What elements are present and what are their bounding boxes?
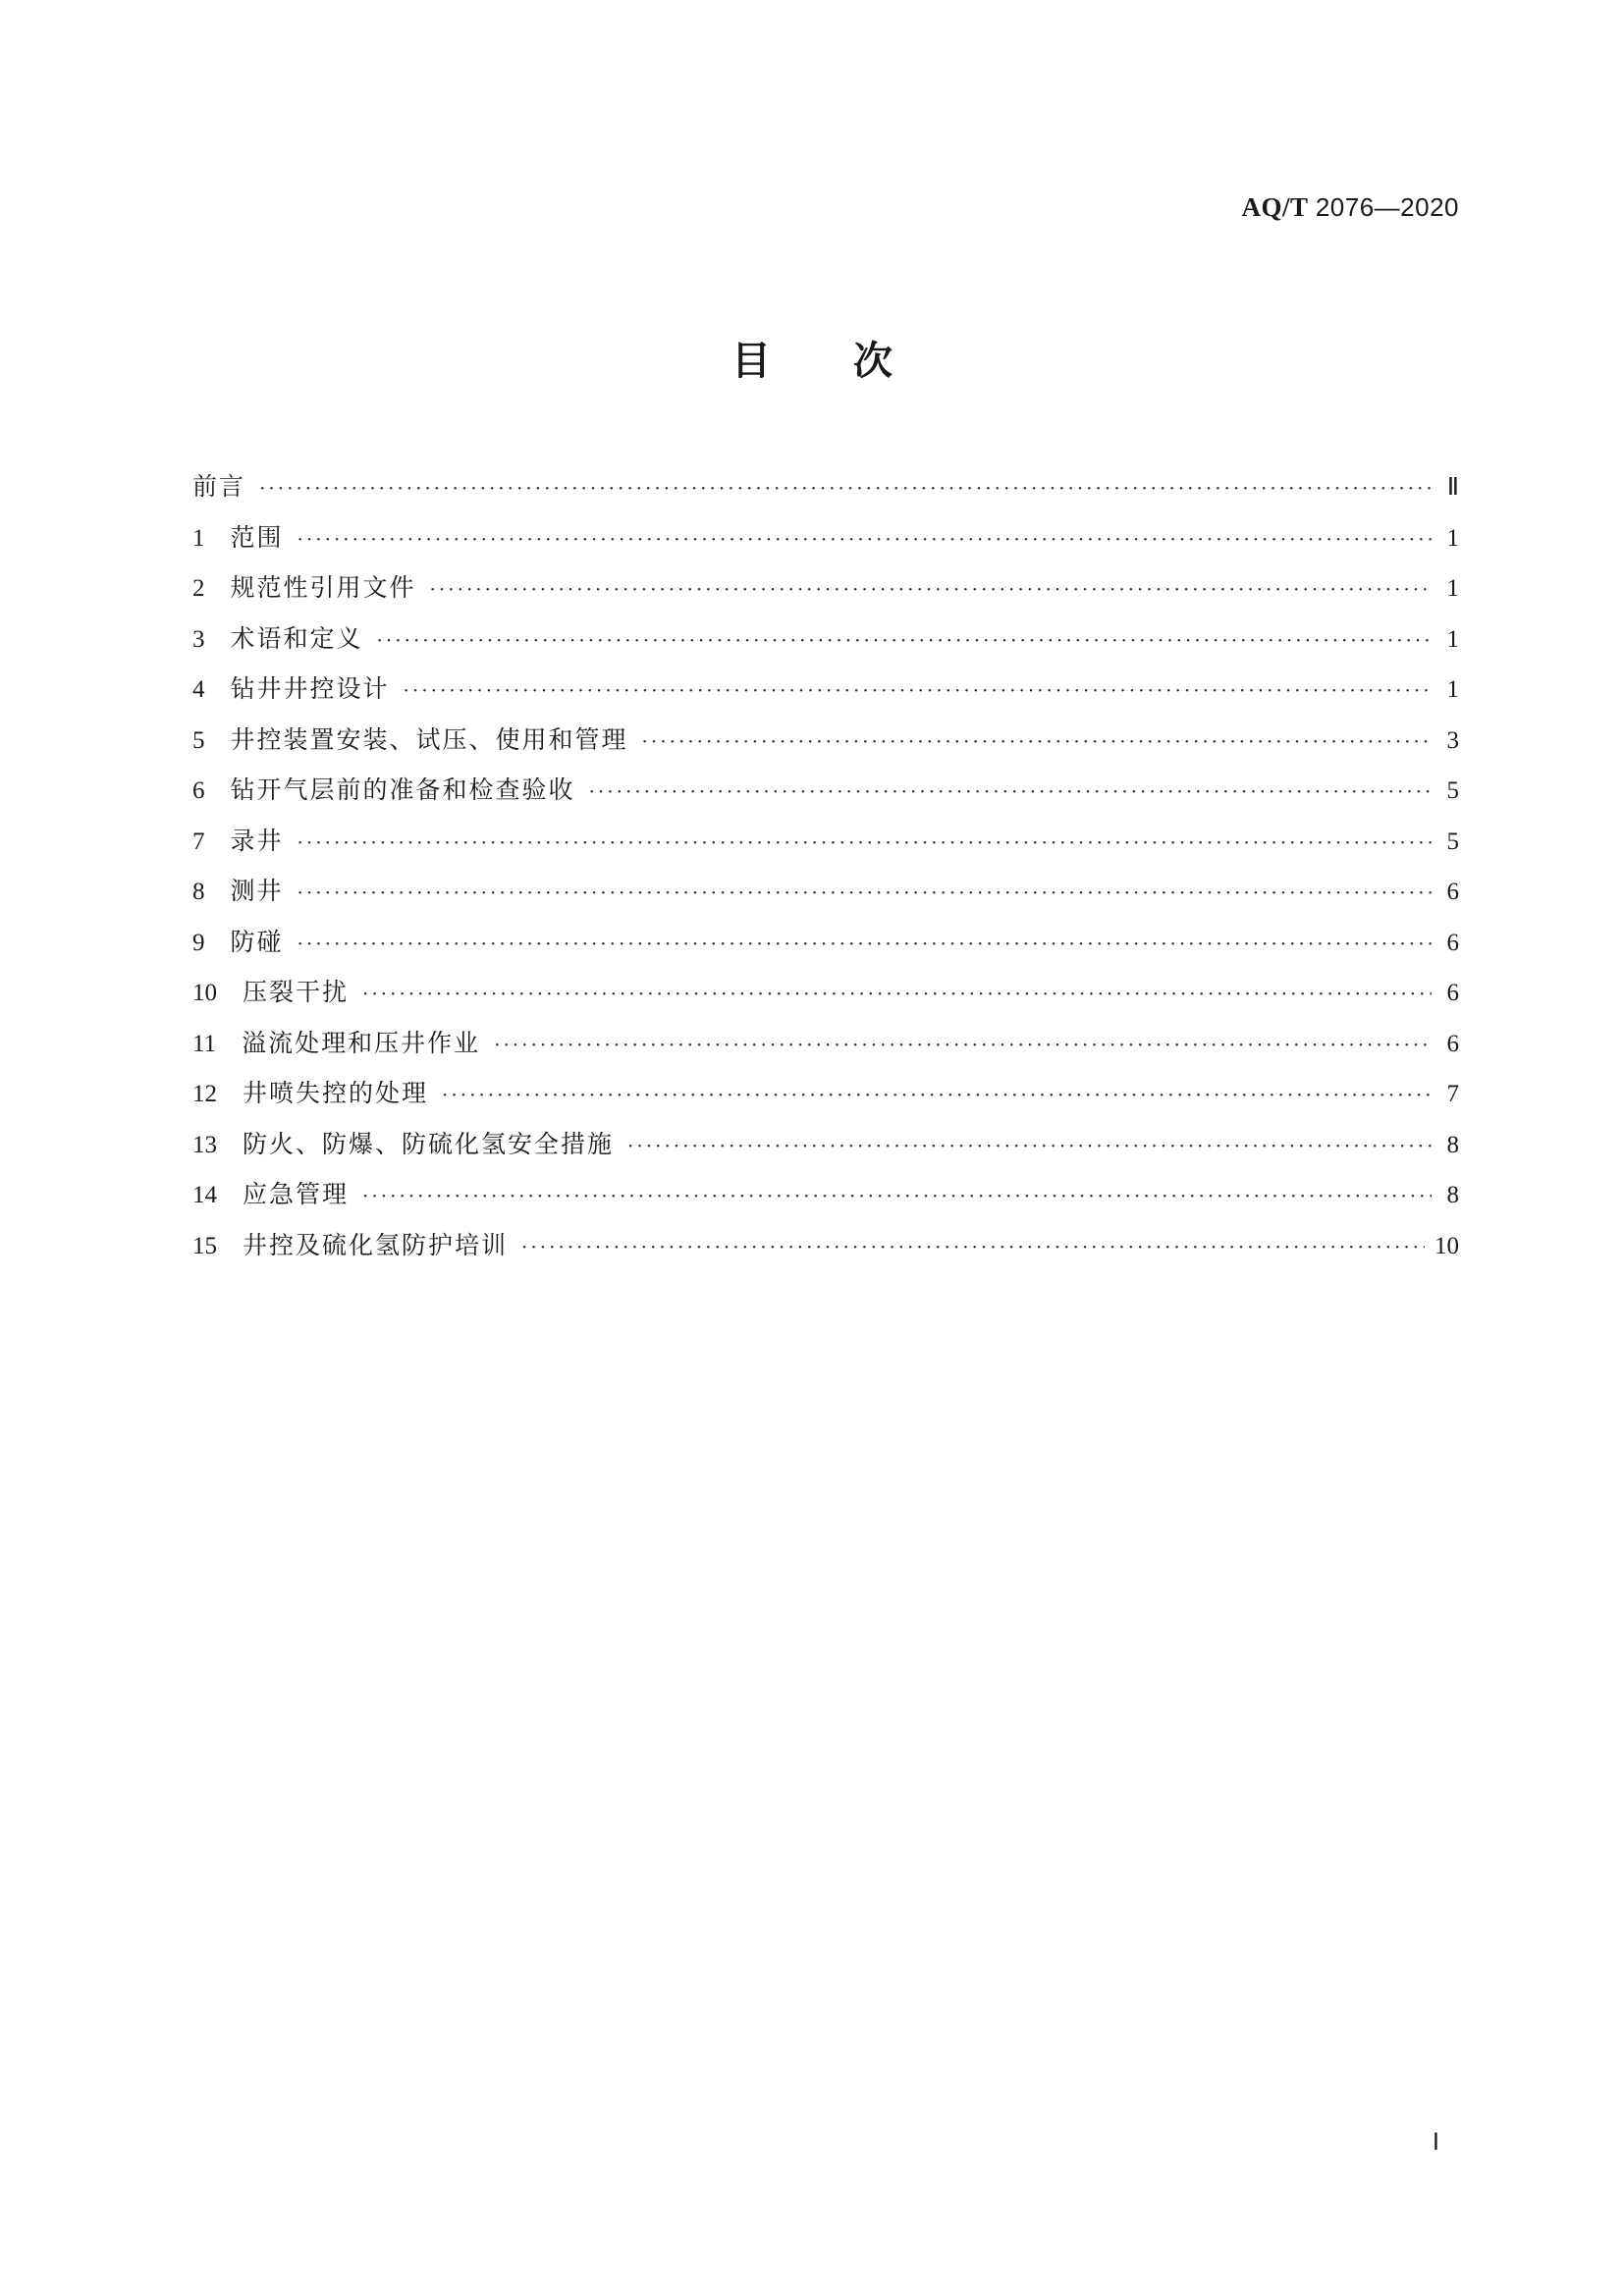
toc-entry-title: 钻井井控设计 (230, 674, 390, 703)
toc-entry[interactable] (192, 1119, 1459, 1170)
toc-entry[interactable] (192, 715, 1459, 766)
toc-entry-title: 压裂干扰 (243, 978, 350, 1006)
toc-entry[interactable] (192, 1169, 1459, 1220)
toc-entry[interactable] (192, 614, 1459, 665)
toc-entry-page: 1 (1446, 625, 1459, 653)
toc-dot-leader (362, 1171, 1432, 1222)
toc-entry-title: 防火、防爆、防硫化氢安全措施 (243, 1129, 615, 1158)
standard-code (1242, 192, 1459, 223)
toc-entry-title: 井喷失控的处理 (243, 1079, 429, 1107)
toc-dot-leader (298, 818, 1432, 869)
toc-entry[interactable] (192, 1068, 1459, 1119)
toc-entry-title: 测井 (230, 877, 284, 905)
toc-dot-leader (494, 1020, 1432, 1071)
toc-entry-page: 6 (1446, 1030, 1459, 1057)
toc-entry[interactable] (192, 967, 1459, 1018)
toc-dot-leader (642, 717, 1432, 768)
toc-entry-number: 1 (192, 524, 205, 552)
toc-entry-number: 11 (192, 1030, 217, 1057)
toc-entry-page: 3 (1446, 726, 1459, 754)
toc-dot-leader (298, 868, 1432, 919)
toc-entry-number: 4 (192, 676, 205, 703)
toc-entry-page: 8 (1446, 1131, 1459, 1158)
toc-entry-title: 应急管理 (243, 1180, 350, 1208)
toc-entry-number: 13 (192, 1131, 217, 1158)
toc-entry-page: 7 (1446, 1081, 1459, 1107)
toc-entry[interactable] (192, 816, 1459, 867)
toc-entry[interactable] (192, 866, 1459, 917)
toc-entry-page: Ⅱ (1446, 474, 1459, 501)
toc-entry[interactable] (192, 512, 1459, 563)
toc-entry-page: 1 (1446, 524, 1459, 552)
toc-entry-number: 8 (192, 879, 205, 905)
toc-entry-page: 1 (1446, 575, 1459, 602)
toc-dot-leader (377, 615, 1432, 667)
toc-entry-title: 井控装置安装、试压、使用和管理 (230, 724, 628, 754)
toc-entry-number: 3 (192, 625, 205, 653)
toc-dot-leader (442, 1070, 1432, 1121)
toc-dot-leader (404, 666, 1432, 717)
toc-entry-title: 范围 (230, 522, 284, 552)
toc-entry[interactable] (192, 664, 1459, 715)
toc-entry-title: 钻开气层前的准备和检查验收 (230, 775, 575, 804)
toc-entry-page: 10 (1435, 1232, 1459, 1259)
toc-entry-title: 防碰 (230, 927, 284, 956)
toc-entry-number: 10 (192, 980, 217, 1006)
toc-entry[interactable] (192, 917, 1459, 968)
standard-prefix: AQ/T (1241, 192, 1309, 222)
toc-entry-number: 2 (192, 575, 205, 602)
toc-entry-title: 规范性引用文件 (230, 573, 416, 602)
toc-entry-page: 5 (1446, 777, 1459, 804)
toc-entry-number: 15 (192, 1232, 217, 1259)
toc-dot-leader (521, 1222, 1425, 1273)
toc-entry-title: 溢流处理和压井作业 (242, 1028, 481, 1057)
toc-entry-title: 前言 (192, 472, 246, 501)
toc-entry-page: 5 (1446, 828, 1459, 855)
toc-dot-leader (627, 1121, 1432, 1172)
toc-entry-page: 6 (1446, 980, 1459, 1006)
standard-number: 2076—2020 (1315, 192, 1459, 222)
toc-entry-number: 6 (192, 777, 205, 804)
toc-list (192, 461, 1459, 1270)
toc-entry[interactable] (192, 461, 1459, 512)
toc-entry-title: 井控及硫化氢防护培训 (243, 1230, 509, 1259)
toc-entry-title: 术语和定义 (230, 623, 363, 653)
toc-entry-page: 1 (1446, 676, 1459, 703)
toc-entry[interactable] (192, 1018, 1459, 1069)
toc-dot-leader (298, 514, 1432, 565)
toc-dot-leader (430, 564, 1432, 615)
page-number: Ⅰ (1432, 2130, 1439, 2156)
toc-entry[interactable] (192, 765, 1459, 816)
toc-dot-leader (589, 767, 1432, 818)
toc-title: 目次 (731, 339, 975, 384)
toc-dot-leader (298, 919, 1432, 970)
toc-entry-page: 6 (1446, 879, 1459, 905)
toc-entry-number: 12 (192, 1081, 217, 1107)
toc-entry-number: 5 (192, 726, 205, 754)
toc-entry[interactable] (192, 562, 1459, 614)
toc-entry-number: 9 (192, 929, 205, 956)
toc-entry-number: 7 (192, 828, 205, 855)
toc-entry-page: 8 (1446, 1182, 1459, 1208)
toc-entry[interactable] (192, 1220, 1459, 1271)
toc-dot-leader (259, 463, 1432, 514)
toc-dot-leader (362, 969, 1432, 1020)
toc-entry-title: 录井 (230, 826, 284, 855)
toc-entry-page: 6 (1446, 929, 1459, 956)
toc-entry-number: 14 (192, 1182, 217, 1208)
